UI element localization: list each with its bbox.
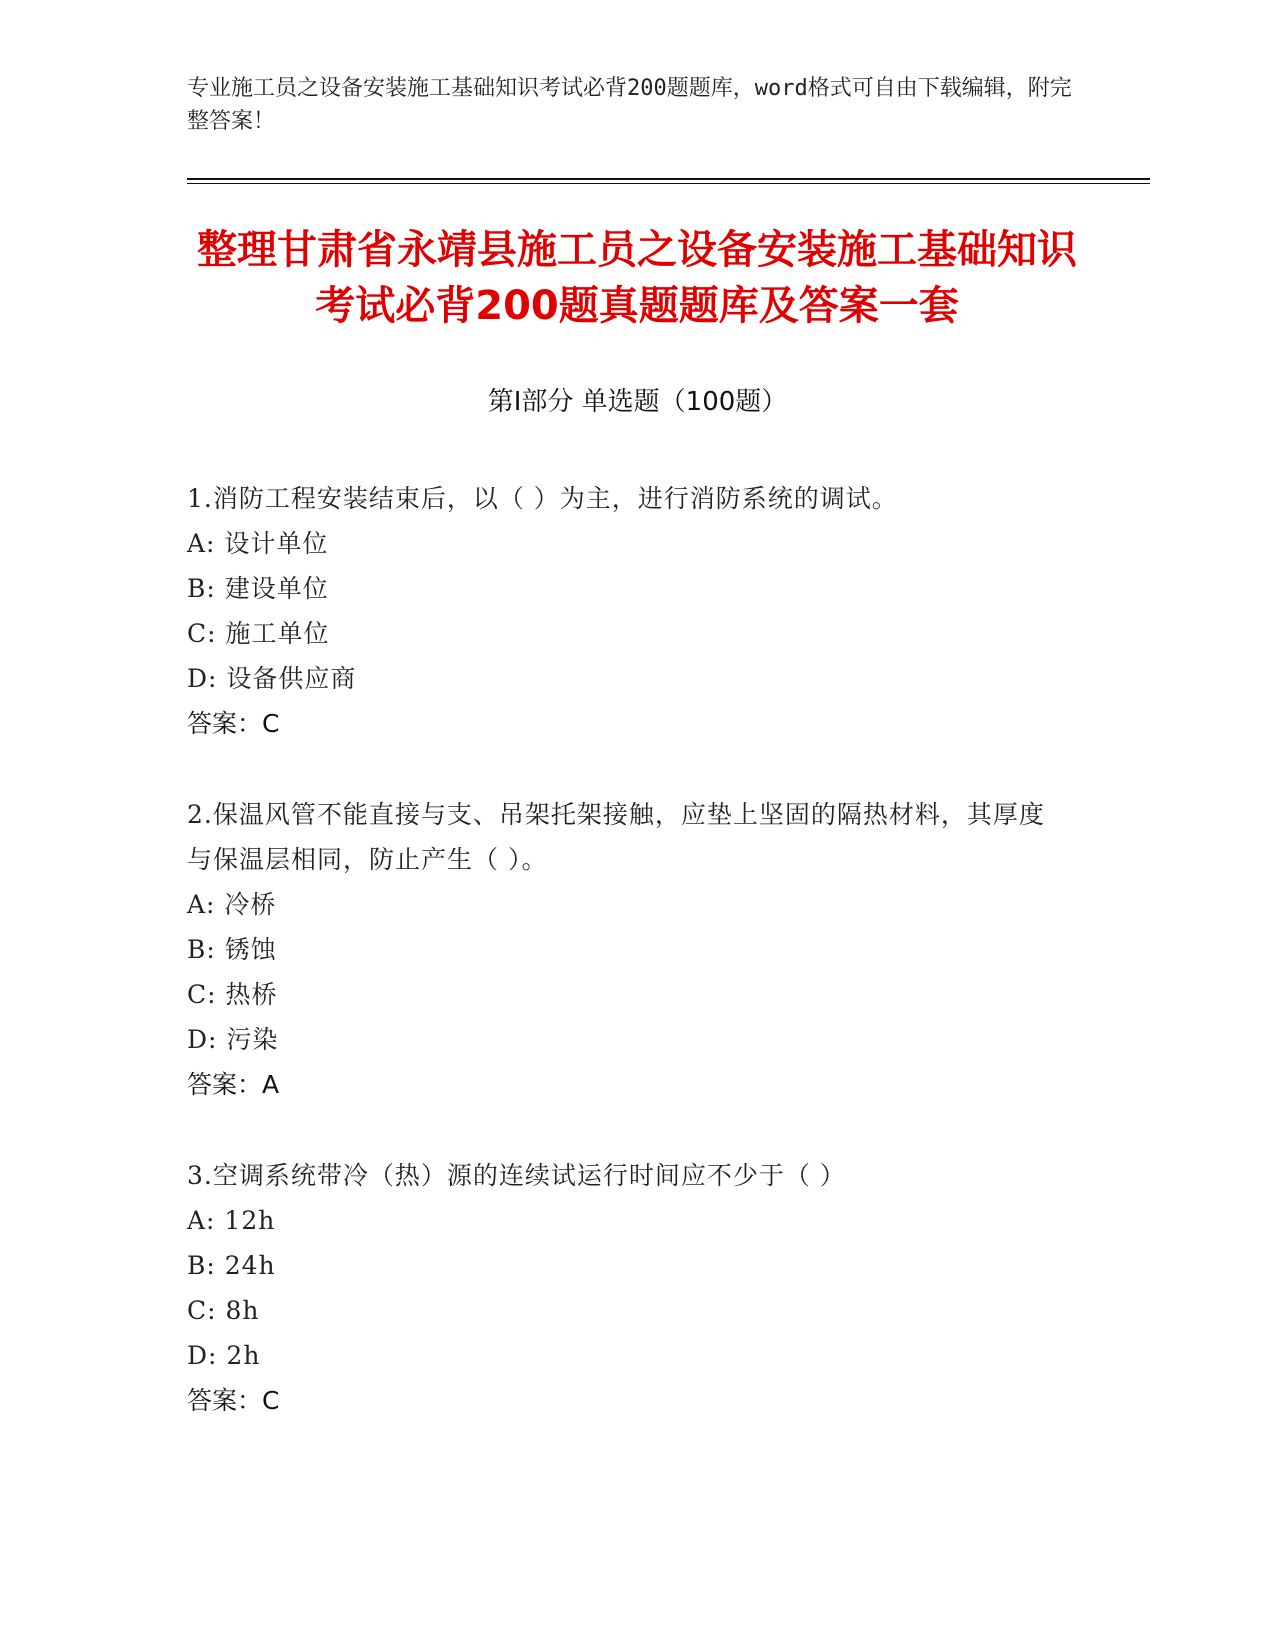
header-divider-thin — [187, 183, 1150, 184]
option-c: C: 热桥 — [187, 980, 278, 1009]
option-d: D: 2h — [187, 1341, 261, 1370]
header-divider-thick — [187, 178, 1150, 180]
question-list — [187, 476, 1067, 1469]
document-title: 整理甘肃省永靖县施工员之设备安装施工基础知识考试必背200题真题题库及答案一套 — [197, 227, 1077, 329]
option-d: D: 设备供应商 — [187, 664, 357, 693]
question-text: 2.保温风管不能直接与支、吊架托架接触，应垫上坚固的隔热材料，其厚度与保温层相同，防止产生（ ）。 — [187, 800, 1045, 874]
option-b: B: 建设单位 — [187, 574, 329, 603]
option-a: A: 冷桥 — [187, 890, 277, 919]
question-text: 3.空调系统带冷（热）源的连续试运行时间应不少于（ ） — [187, 1161, 846, 1190]
option-a: A: 12h — [187, 1206, 276, 1235]
answer-label: 答案：A — [187, 1070, 280, 1099]
option-b: B: 锈蚀 — [187, 935, 277, 964]
question-item — [187, 1153, 1067, 1423]
question-item — [187, 792, 1067, 1107]
option-a: A: 设计单位 — [187, 529, 329, 558]
question-item — [187, 476, 1067, 746]
answer-label: 答案：C — [187, 1386, 280, 1415]
option-c: C: 8h — [187, 1296, 260, 1325]
answer-label: 答案：C — [187, 709, 280, 738]
question-text: 1.消防工程安装结束后，以（ ）为主，进行消防系统的调试。 — [187, 484, 898, 513]
header-note: 专业施工员之设备安装施工基础知识考试必背200题题库，word格式可自由下载编辑，附完整答案！ — [187, 76, 1072, 134]
option-b: B: 24h — [187, 1251, 276, 1280]
option-d: D: 污染 — [187, 1025, 279, 1054]
section-title: 第Ⅰ部分 单选题（100题） — [487, 387, 788, 417]
option-c: C: 施工单位 — [187, 619, 330, 648]
